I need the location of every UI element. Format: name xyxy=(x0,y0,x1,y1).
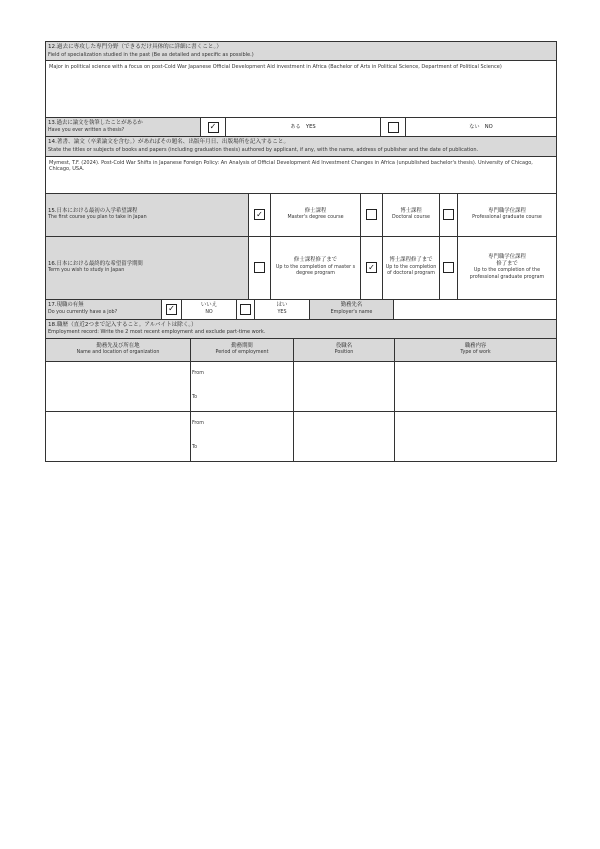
to-label: To xyxy=(192,445,198,451)
employment-position-field[interactable] xyxy=(294,412,395,461)
q16-row xyxy=(46,237,556,300)
q13-no-checkbox[interactable] xyxy=(388,122,399,133)
q17-yes-jp: はい xyxy=(276,302,288,309)
employment-org-field[interactable] xyxy=(46,412,191,461)
q13-no-label: ない NO xyxy=(469,123,493,130)
q16-professional-en: Up to the completion of the professional graduate program xyxy=(469,268,545,280)
employment-type-field[interactable] xyxy=(395,362,556,411)
col-period-jp: 勤務期間 xyxy=(231,343,253,349)
q16-professional-checkbox[interactable] xyxy=(443,262,454,273)
q17-title-en: Do you currently have a job? xyxy=(48,309,118,315)
col-org-en: Name and location of organization xyxy=(76,350,160,356)
q15-masters-en: Master's degree course xyxy=(287,215,344,220)
q13-title-jp: 13.過去に論文を執筆したことがあるか xyxy=(48,120,143,127)
q17-yes-checkbox[interactable] xyxy=(240,304,251,315)
q15-professional-jp: 専門職学位課程 xyxy=(488,207,526,214)
q16-doctoral-jp: 博士課程修了まで xyxy=(389,257,433,264)
employment-type-field[interactable] xyxy=(395,412,556,461)
q17-no-checkbox[interactable]: ✓ xyxy=(166,304,177,315)
from-label: From xyxy=(192,370,204,376)
q18-column-headers xyxy=(46,339,556,362)
employer-label-jp: 勤務先名 xyxy=(340,302,363,309)
employer-label-en: Employer's name xyxy=(330,309,373,315)
employment-org-field[interactable] xyxy=(46,362,191,411)
q15-masters-checkbox[interactable]: ✓ xyxy=(254,209,265,220)
employment-row xyxy=(46,412,556,461)
q16-masters-jp: 修士課程修了まで xyxy=(293,257,338,264)
employment-row xyxy=(46,362,556,412)
q17-no-jp: いいえ xyxy=(200,302,218,309)
from-label: From xyxy=(192,420,204,426)
q16-doctoral-en: Up to the completion of doctoral program xyxy=(385,264,437,277)
q13-title-en: Have you ever written a thesis? xyxy=(48,127,125,133)
q14-answer[interactable]: Mymest, T.F. (2024). Post-Cold War Shifts in Japanese Foreign Policy: An Analysis of Official Development Aid Investment Changes in Africa (unpublished bachelor's thesis). University of Chicago, Chicago, USA. xyxy=(49,159,533,173)
col-type-jp: 職務内容 xyxy=(464,343,487,349)
q15-professional-checkbox[interactable] xyxy=(443,209,454,220)
q15-doctoral-en: Doctoral course xyxy=(392,215,430,220)
q16-doctoral-checkbox[interactable]: ✓ xyxy=(366,262,377,273)
q17-title-jp: 17.現職の有無 xyxy=(48,302,84,309)
q14-title-en: State the titles or subjects of books and papers (including graduation thesis) authored by applicant, if any, with the name, address of publisher and the date of publication. xyxy=(48,146,479,153)
q14-answer-row xyxy=(46,157,556,194)
q17-yes-en: YES xyxy=(277,309,287,315)
employment-position-field[interactable] xyxy=(294,362,395,411)
q17-row xyxy=(46,300,556,320)
q14-header xyxy=(46,137,556,156)
q13-yes-label: ある YES xyxy=(226,118,381,136)
q16-professional-jp: 専門職学位課程 修了まで xyxy=(488,253,526,268)
q15-doctoral-checkbox[interactable] xyxy=(366,209,377,220)
col-org-jp: 勤務先及び所在地 xyxy=(96,343,140,349)
employer-name-field[interactable] xyxy=(394,300,556,319)
q18-header xyxy=(46,320,556,339)
q12-title-en: Field of specialization studied in the past (Be as detailed and specific as possible.) xyxy=(48,51,254,58)
q18-title-en: Employment record: Write the 2 most recent employment and exclude part-time work. xyxy=(48,329,266,336)
q12-header xyxy=(46,42,556,61)
q16-title-jp: 16.日本における最終的な希望留学期間 xyxy=(48,260,143,267)
q15-title-en: The first course you plan to take in Japan xyxy=(48,215,147,220)
q18-title-jp: 18.職歴（直近2つまで記入すること。アルバイトは除く。） xyxy=(48,321,197,328)
q15-row xyxy=(46,194,556,237)
q16-title-en: Term you wish to study in Japan xyxy=(48,268,125,273)
q16-masters-checkbox[interactable] xyxy=(254,262,265,273)
application-form xyxy=(45,41,557,462)
q13-yes-checkbox[interactable]: ✓ xyxy=(208,122,219,133)
col-period-en: Period of employment xyxy=(215,350,269,356)
to-label: To xyxy=(192,395,198,401)
col-position-en: Position xyxy=(334,350,354,356)
q16-masters-en: Up to the completion of master s degree program xyxy=(275,264,356,277)
col-position-jp: 役職名 xyxy=(335,343,353,349)
q15-masters-jp: 修士課程 xyxy=(304,207,327,214)
q14-title-jp: 14.著書、論文（卒業論文を含む。）があればその題名、出版年月日、出版場所を記入すること。 xyxy=(48,139,290,146)
q15-doctoral-jp: 博士課程 xyxy=(400,207,422,214)
q15-title-jp: 15.日本における最初の入学希望課程 xyxy=(48,207,138,214)
q17-no-en: NO xyxy=(205,309,213,315)
q12-answer-row xyxy=(46,61,556,118)
q12-answer[interactable]: Major in political science with a focus on post-Cold War Japanese Official Development Aid investment in Africa (Bachelor of Arts in Political Science, Department of Political Science) xyxy=(49,64,502,71)
q15-professional-en: Professional graduate course xyxy=(472,215,542,220)
col-type-en: Type of work xyxy=(460,350,491,356)
q13-row xyxy=(46,118,556,137)
q12-title-jp: 12.過去に専攻した専門分野（できるだけ具体的に詳細に書くこと。） xyxy=(48,44,222,50)
